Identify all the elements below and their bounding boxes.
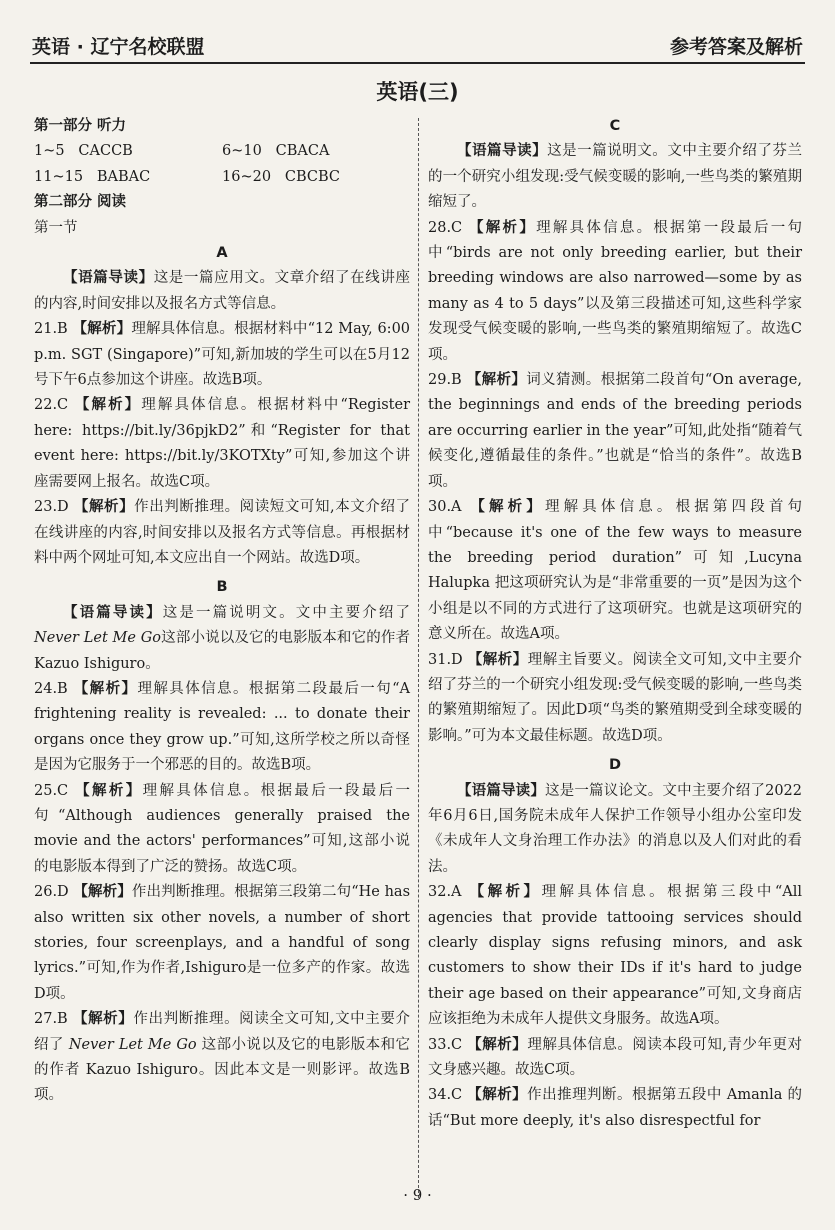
page-title: 英语(三) (376, 80, 459, 104)
item-number: 23.D (34, 499, 69, 516)
item-tag: 【解析】 (73, 499, 135, 516)
item-text: 理解主旨要义。阅读全文可知,文中主要介绍了芬兰的一个研究小组发现:受气候变暖的影响,一些鸟类的繁殖期缩短了。因此D项“鸟类的繁殖期受到全球变暖的影响。”可为本文最佳标题。故选D项。 (428, 651, 803, 744)
item-tag: 【解析】 (467, 1036, 528, 1053)
item-text: 作出判断推理。阅读全文可知,文中主要介绍了 (34, 1011, 411, 1053)
item-number: 25.C (34, 782, 69, 799)
item-text: 这部小说以及它的电影版本和它的作者 Kazuo Ishiguro。因此本文是一则影评。故选B项。 (34, 1036, 411, 1104)
item-number: 30.A (428, 499, 462, 516)
answer-item (428, 216, 802, 368)
answer-item (428, 1033, 802, 1084)
item-text: 理解具体信息。根据第四段首句中“because it's one of the few ways to measure the breeding period duration”可知,Lucyna Halupka 把这项研究认为是“非常重要的一页”是因为这个小组是以不同的方式进行了这项研究。也就是这项研究的意义所在。故选A项。 (428, 499, 803, 643)
item-number: 28.C (428, 219, 463, 236)
item-text: 理解具体信息。根据第一段最后一句中“birds are not only breeding earlier, but their breeding windows are also narrowed—some by as many as 4 to 5 days”以及第三段描述可知,这些科学家发现受气候变暖的影响,一些鸟类的繁殖期缩短了。故选C项。 (428, 219, 803, 363)
item-text: 作出判断推理。根据第三段第二句“He has also written six other novels, a number of short stories, four screenplays, and a handful of song lyrics.”可知,作为作者,Ishiguro是一位多产的作家。故选D项。 (34, 884, 411, 1002)
guide-tag: 【语篇导读】 (63, 270, 154, 287)
item-text: 理解具体信息。阅读本段可知,青少年更对文身感兴趣。故选C项。 (428, 1036, 803, 1079)
guide-text: 这是一篇议论文。文中主要介绍了2022年6月6日,国务院未成年人保护工作领导小组办公室印发《未成年人文身治理工作办法》的消息以及人们对此的看法。 (428, 782, 802, 875)
header-right-title: 参考答案及解析 (669, 36, 803, 58)
answer-row (34, 139, 410, 164)
item-tag: 【解析】 (466, 372, 527, 389)
item-text: 词义猜测。根据第二段首句“On average, the beginnings and ends of the breeding periods are occurring earlier in the year”可知,此处指“随着气候变化,遵循最佳的条件。”也就是“恰当的条件”。故选B项。 (428, 372, 803, 490)
answer-cell: 16~20 CBCBC (222, 168, 341, 185)
guide-tag: 【语篇导读】 (457, 143, 548, 160)
item-number: 32.A (428, 884, 462, 901)
guide-tag: 【语篇导读】 (63, 604, 163, 621)
answer-cell: 11~15 BABAC (34, 168, 151, 185)
answer-item (34, 779, 410, 881)
item-number: 24.B (34, 680, 68, 697)
answer-row (34, 165, 410, 190)
item-tag: 【解析】 (72, 1011, 134, 1028)
item-tag: 【解析】 (470, 499, 545, 516)
item-text: 理解具体信息。根据第三段中“All agencies that provide tattooing services should clearly display signs refusing minors, and ask customers to show their IDs if it's hard to judge their age based on their appearance”可知,文身商店应该拒绝为未成年人提供文身服务。故选A项。 (428, 884, 803, 1028)
answer-item (428, 368, 802, 495)
page-header (30, 28, 805, 64)
item-tag: 【解析】 (75, 782, 143, 799)
page-number: · 9 · (403, 1186, 432, 1204)
item-text: 理解具体信息。根据材料中“Register here: https://bit.ly/36pjkD2”和“Register for that event here: https://bit.ly/3KOTXty”可知,参加这个讲座需要网上报名。故选C项。 (34, 397, 411, 490)
novel-title: Never Let Me Go (34, 630, 162, 647)
guide-text: 这是一篇说明文。文中主要介绍了芬兰的一个研究小组发现:受气候变暖的影响,一些鸟类的繁殖期缩短了。 (428, 143, 803, 211)
item-tag: 【解析】 (469, 219, 537, 236)
answer-cell: 1~5 CACCB (34, 143, 133, 160)
section-label: 第一节 (34, 219, 78, 236)
column-divider (418, 118, 419, 1198)
passage-guide (428, 779, 802, 881)
answer-item (428, 495, 802, 647)
answer-item (428, 880, 802, 1032)
item-text: 作出推理判断。根据第五段中 Amanla 的话“But more deeply, it's also disrespectful for (428, 1087, 802, 1129)
passage-guide (34, 601, 410, 677)
answer-item (34, 1007, 410, 1109)
left-column (34, 114, 410, 1109)
passage-guide (428, 139, 802, 215)
item-number: 31.D (428, 651, 463, 668)
item-text: 理解具体信息。根据第二段最后一句“A frightening reality is revealed: ... to donate their organs once they grow up.”可知,这所学校之所以奇怪是因为它服务于一个邪恶的目的。故选B项。 (34, 680, 411, 774)
guide-text: 这是一篇说明文。文中主要介绍了 (162, 604, 410, 621)
answer-item (34, 317, 410, 393)
item-text: 作出判断推理。阅读短文可知,本文介绍了在线讲座的内容,时间安排以及报名方式等信息。再根据材料中两个网址可知,本文应出自一个网站。故选D项。 (34, 499, 411, 566)
item-number: 34.C (428, 1087, 463, 1104)
novel-title: Never Let Me Go (68, 1036, 197, 1053)
passage-letter-b: B (216, 579, 228, 596)
item-text: 理解具体信息。根据材料中“12 May, 6:00 p.m. SGT (Singapore)”可知,新加坡的学生可以在5月12号下午6点参加这个讲座。故选B项。 (34, 321, 411, 389)
item-number: 21.B (34, 321, 68, 338)
part1-heading: 第一部分 听力 (34, 118, 127, 134)
item-tag: 【解析】 (467, 1087, 528, 1104)
guide-text: 这是一篇应用文。文章介绍了在线讲座的内容,时间安排以及报名方式等信息。 (34, 270, 411, 312)
answer-item (34, 677, 410, 779)
item-tag: 【解析】 (74, 397, 142, 414)
item-tag: 【解析】 (72, 321, 132, 338)
answer-cell: 6~10 CBACA (222, 143, 330, 160)
item-text: 理解具体信息。根据最后一段最后一句“Although audiences generally praised the movie and the actors' performances”可知,这部小说的电影版本得到了广泛的赞扬。故选C项。 (34, 782, 411, 875)
passage-letter-a: A (216, 245, 228, 262)
answer-item (34, 880, 410, 1007)
right-column (428, 114, 802, 1134)
item-tag: 【解析】 (73, 884, 132, 901)
item-number: 22.C (34, 397, 69, 414)
item-tag: 【解析】 (467, 651, 528, 668)
answer-item (34, 495, 410, 571)
passage-letter-c: C (609, 118, 621, 134)
item-tag: 【解析】 (469, 884, 542, 901)
header-left-title: 英语 · 辽宁名校联盟 (32, 36, 205, 58)
item-number: 27.B (34, 1011, 68, 1028)
item-number: 29.B (428, 372, 462, 389)
part2-heading: 第二部分 阅读 (34, 194, 127, 211)
passage-letter-d: D (608, 757, 622, 774)
item-number: 26.D (34, 884, 69, 901)
answer-item (428, 648, 802, 750)
answer-item (34, 393, 410, 495)
guide-tag: 【语篇导读】 (457, 782, 546, 799)
item-number: 33.C (428, 1036, 463, 1053)
passage-guide (34, 266, 410, 317)
guide-text: 这部小说以及它的电影版本和它的作者 Kazuo Ishiguro。 (34, 630, 411, 672)
item-tag: 【解析】 (73, 680, 138, 697)
answer-item (428, 1083, 802, 1134)
